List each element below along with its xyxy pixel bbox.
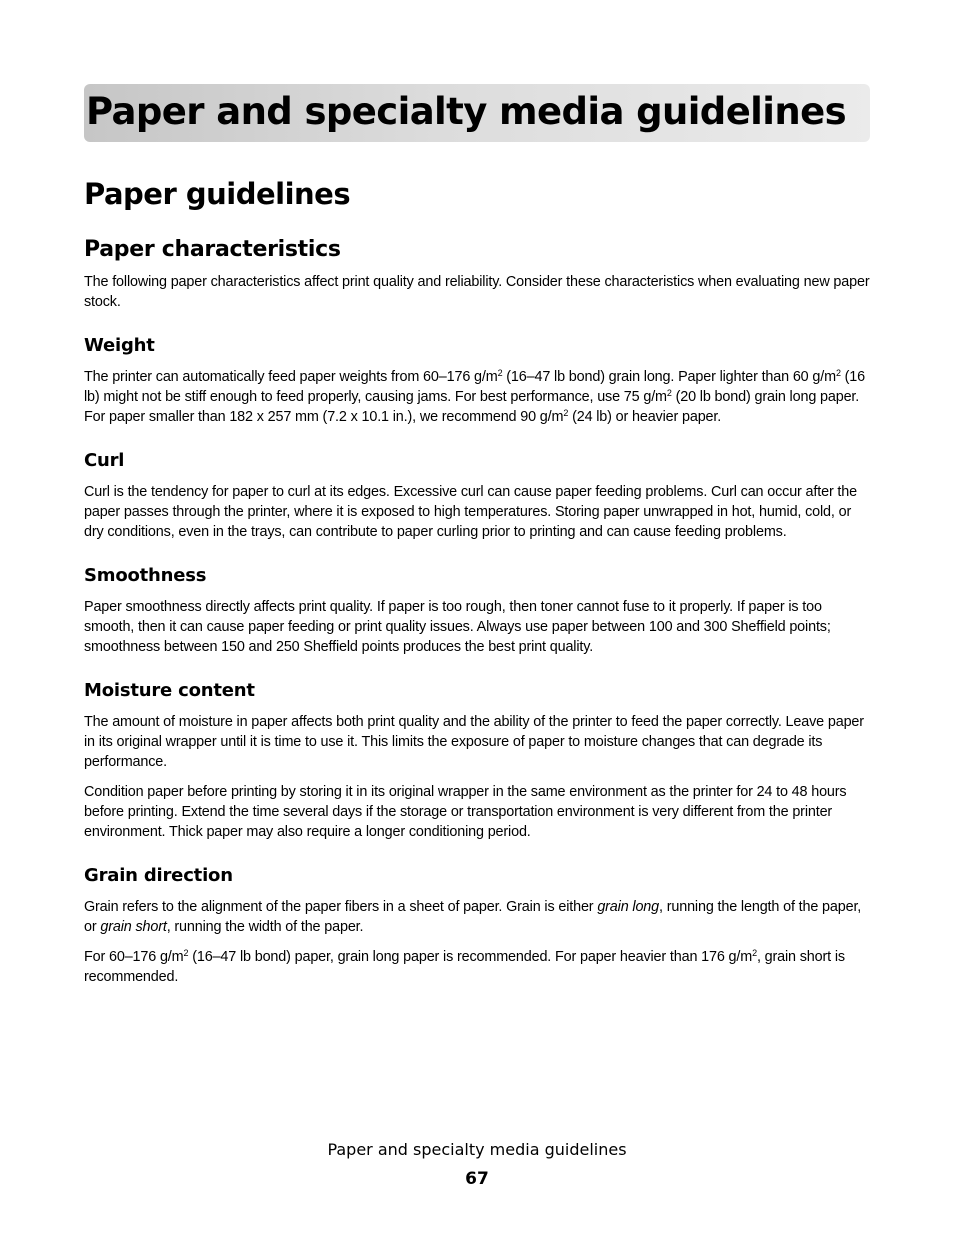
grain-paragraph-2: For 60–176 $g/m^2$ (16–47 lb bond) paper, grain long paper is recommended. For paper heavier than 176 $g/m^2$, grain short is recommended. [84, 948, 845, 985]
subsection-title: Paper characteristics [84, 237, 341, 262]
curl-paragraph: Curl is the tendency for paper to curl at its edges. Excessive curl can cause paper feeding problems. Curl can occur after the paper passes through the printer, where it is exposed to high temperatures. Storing paper unwrapped in hot, humid, cold, or dry conditions, even in the trays, can contribute to paper curling prior to printing and can cause feeding problems. [84, 484, 857, 540]
moisture-paragraph-2: Condition paper before printing by storing it in its original wrapper in the same environment as the printer for 24 to 48 hours before printing. Extend the time several days if the storage or transportation environment is very different from the printer environment. Thick paper may also require a longer conditioning period. [84, 784, 847, 840]
weight-heading: Weight [84, 335, 155, 356]
page-content [84, 174, 870, 997]
weight-paragraph: The printer can automatically feed paper weights from 60–176 $g/m^2$ (16–47 lb bond) grain long. Paper lighter than 60 $g/m^2$ (16 lb) might not be stiff enough to feed properly, causing jams. For best performance, use 75 $g/m^2$ (20 lb bond) grain long paper. For paper smaller than 182 x 257 mm (7.2 x 10.1 in.), we recommend 90 $g/m^2$ (24 lb) or heavier paper. [84, 368, 865, 425]
moisture-paragraph-1: The amount of moisture in paper affects both print quality and the ability of the printer to feed the paper correctly. Leave paper in its original wrapper until it is time to use it. This limits the exposure of paper to moisture changes that can degrade its performance. [84, 714, 864, 770]
chapter-title: Paper and specialty media guidelines [86, 90, 847, 133]
footer-title: Paper and specialty media guidelines [327, 1140, 627, 1159]
intro-paragraph: The following paper characteristics affect print quality and reliability. Consider these characteristics when evaluating new paper stock. [84, 274, 870, 310]
section-title: Paper guidelines [84, 177, 351, 211]
smoothness-heading: Smoothness [84, 565, 207, 586]
curl-heading: Curl [84, 450, 125, 471]
page-number: 67 [465, 1169, 489, 1189]
grain-heading: Grain direction [84, 865, 233, 886]
grain-paragraph-1: Grain refers to the alignment of the paper fibers in a sheet of paper. Grain is either grain long, running the length of the paper, or grain short, running the width of the paper. [84, 899, 862, 935]
moisture-heading: Moisture content [84, 680, 255, 701]
smoothness-paragraph: Paper smoothness directly affects print quality. If paper is too rough, then toner cannot fuse to it properly. If paper is too smooth, then it can cause paper feeding or print quality issues. Always use paper between 100 and 300 Sheffield points; smoothness between 150 and 250 Sheffield points produces the best print quality. [84, 599, 831, 655]
